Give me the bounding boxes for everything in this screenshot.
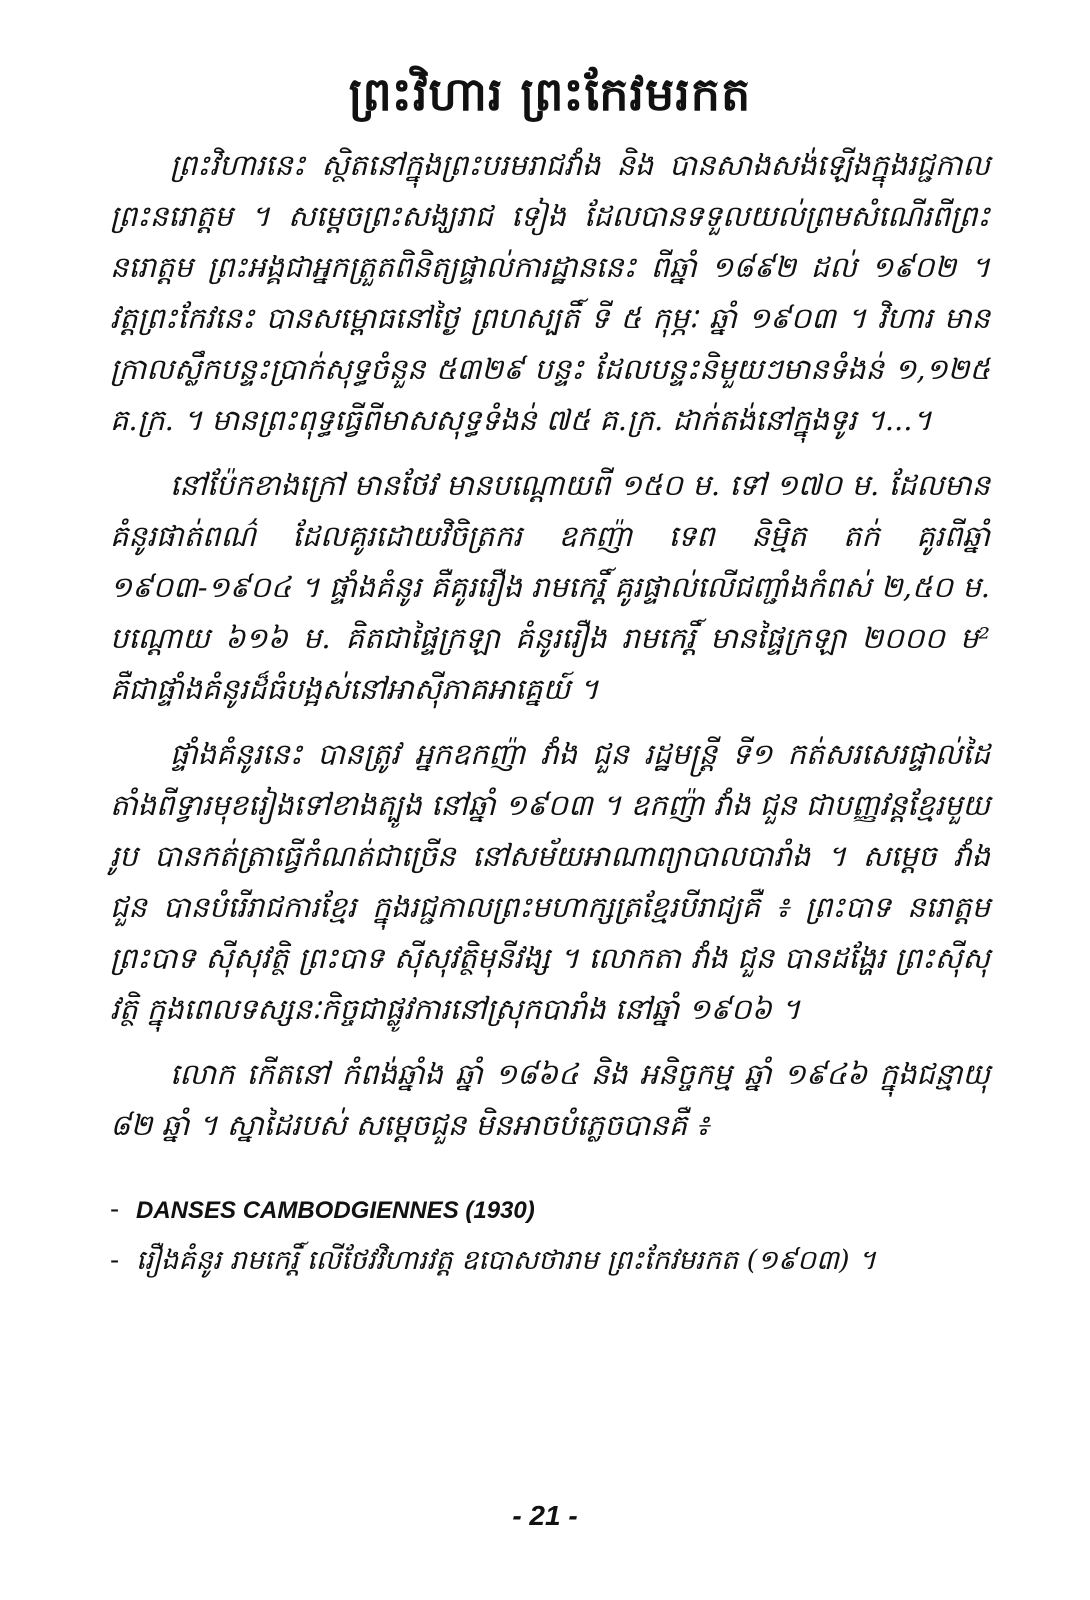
paragraph-1: ព្រះវិហារនេះ ស្ថិតនៅក្នុងព្រះបរមរាជវាំង និង បានសាងសង់ឡើងក្នុងរជ្ជកាលព្រះនរោត្តម ។ សម្តេចព្រះសង្ឃរាជ ទៀង ដែលបានទទួលយល់ព្រមសំណើរពីព្រះនរោត្តម ព្រះអង្គជាអ្នកត្រួតពិនិត្យផ្ទាល់ការដ្ឋាននេះ ពីឆ្នាំ ១៨៩២ ដល់ ១៩០២ ។ វត្តព្រះកែវនេះ បានសម្ពោធនៅថ្ងៃ ព្រហស្បតិ៍ ទី ៥ កុម្ភៈ ឆ្នាំ ១៩០៣ ។ វិហារ មានក្រាលស្លឹកបន្ទះប្រាក់សុទ្ធចំនួន ៥៣២៩ បន្ទះ ដែលបន្ទះនិមួយៗមានទំងន់ ១,១២៥ គ.ក្រ. ។ មានព្រះពុទ្ធធ្វើពីមាសសុទ្ធទំងន់ ៧៥ គ.ក្រ. ដាក់តង់នៅក្នុងទូរ ។...។ (110, 148, 990, 437)
page-number: - 21 - (512, 1500, 578, 1531)
works-list (110, 1185, 990, 1286)
list-marker: - (110, 1245, 120, 1276)
paragraph-4: លោក កើតនៅ កំពង់ឆ្នាំង ឆ្នាំ ១៨៦៤ និង អនិច្ចកម្ម ឆ្នាំ ១៩៤៦ ក្នុងជន្មាយុ ៨២ ឆ្នាំ ។ ស្នាដៃរបស់ សម្តេចជួន មិនអាចបំភ្លេចបានគឺ ៖ (110, 1057, 990, 1142)
paragraph-2: នៅប៉ែកខាងក្រៅ មានថែវ មានបណ្តោយពី ១៥០ ម. ទៅ ១៧០ ម. ដែលមានគំនូរផាត់ពណ៌ ដែលគូរដោយវិចិត្រករ ឧកញ៉ា ទេព និម្មិត តក់ គូរពីឆ្នាំ ១៩០៣-១៩០៤ ។ ផ្ទាំងគំនូរ គឺគូររឿង រាមកេរ្តិ៍ គូរផ្ទាល់លើជញ្ជាំងកំពស់ ២,៥០ ម. បណ្តោយ ៦១៦ ម. គិតជាផ្ទៃក្រឡា គំនូររឿង រាមកេរ្តិ៍ មានផ្ទៃក្រឡា ២០០០ ម² គឺជាផ្ទាំងគំនូរដ៏ធំបង្អស់នៅអាស៊ីភាគអាគ្នេយ៍ ។ (110, 468, 990, 706)
list-item (110, 1185, 990, 1236)
page-title: ព្រះវិហារ ព្រះកែវមរកត (348, 67, 752, 121)
list-item (110, 1236, 990, 1286)
work-title-danses: DANSES CAMBODGIENNES (1930) (136, 1197, 535, 1224)
work-title-reamker: រឿងគំនូរ រាមកេរ្តិ៍ លើថែវវិហារវត្ត ឧបោសថារាម ព្រះកែវមរកត (១៩០៣) ។ (136, 1245, 876, 1276)
list-marker: - (110, 1194, 120, 1225)
paragraph-3: ផ្ទាំងគំនូរនេះ បានត្រូវ អ្នកឧកញ៉ា វាំង ជួន រដ្ឋមន្ត្រី ទី១ កត់សរសេរផ្ទាល់ដៃ តាំងពីទ្វារមុខរៀងទៅខាងត្បូង នៅឆ្នាំ ១៩០៣ ។ ឧកញ៉ា វាំង ជួន ជាបញ្ញវន្តខ្មែរមួយរូប បានកត់ត្រាធ្វើកំណត់ជាច្រើន នៅសម័យអាណាព្យាបាលបារាំង ។ សម្តេច វាំង ជួន បានបំរើរាជការខ្មែរ ក្នុងរជ្ជកាលព្រះមហាក្សត្រខ្មែរបីរាជ្យគឺ ៖ ព្រះបាទ នរោត្តម ព្រះបាទ ស៊ីសុវត្ថិ ព្រះបាទ ស៊ីសុវត្ថិមុនីវង្ស ។ លោកតា វាំង ជួន បានដង្ហែរ ព្រះស៊ីសុវត្ថិ ក្នុងពេលទស្សនៈកិច្ចជាផ្លូវការនៅស្រុកបារាំង នៅឆ្នាំ ១៩០៦ ។ (110, 737, 990, 1026)
